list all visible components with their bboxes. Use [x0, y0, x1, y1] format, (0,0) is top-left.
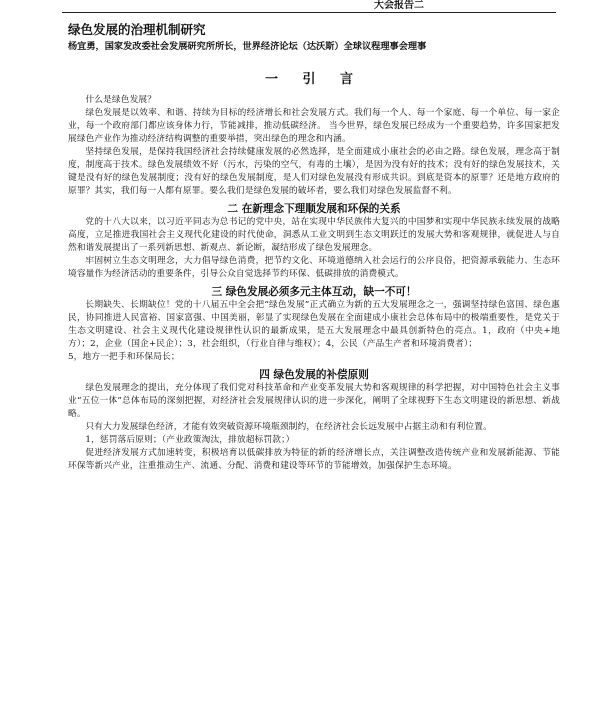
paragraph: 长期缺失、长期缺位！党的十八届五中全会把“绿色发展”正式确立为新的五大发展理念之一，强调坚持绿色富国、绿色惠民，协同推进人民富裕、国家富强、中国美丽，彰显了实现绿色发展在全面建成小康社会总体布局中的极端重要性，是党关于生态文明建设、社会主义现代化建设规律性认识的最新成果，是五大发展理念中最具创新特色的亮点。1，政府（中央+地方）；2，企业（国企+民企）；3，社会组织，（行业自律与维权）；4，公民（产品生产者和环境消费者）； — [68, 300, 560, 349]
article-author: 杨宜勇，国家发改委社会发展研究所所长，世界经济论坛（达沃斯）全球议程理事会理事 — [68, 41, 427, 52]
paragraph: 绿色发展是以效率、和谐、持续为目标的经济增长和社会发展方式。我们每一个人、每一个家庭、每一个单位、每一家企业，每一个政府部门都应该身体力行，节能减排，推动低碳经济。 当今世界，绿色发展已经成为一个重要趋势，许多国家把发展绿色产业作为推动经济结构调整的重要举措，突出绿色的理念和内涵。 — [68, 108, 560, 144]
section-heading-2: 二 在新理念下理顺发展和环保的关系 — [227, 203, 401, 215]
header-rule — [62, 12, 556, 13]
paragraph: 什么是绿色发展？ — [85, 95, 157, 105]
paragraph: 党的十八大以来，以习近平同志为总书记的党中央，站在实现中华民族伟大复兴的中国梦和实现中华民族永续发展的战略高度，立足推进我国社会主义现代化建设的时代使命，洞悉从工业文明到生态文明跃迁的发展大势和客观规律，就促进人与自然和谐发展提出了一系列新思想、新观点、新论断，凝结形成了绿色发展理念。 — [68, 217, 560, 253]
paragraph: 5，地方一把手和环保局长； — [68, 352, 180, 362]
paragraph: 只有大力发展绿色经济，才能有效突破资源环境瓶颈制约，在经济社会长远发展中占据主动和有利位置。 — [85, 422, 492, 432]
paragraph: 绿色发展理念的提出，充分体现了我们党对科技革命和产业变革发展大势和客观规律的科学把握，对中国特色社会主义事业“五位一体”总体布局的深刻把握，对经济社会发展规律认识的进一步深化，阐明了全球视野下生态文明建设的新思想、新战略。 — [68, 383, 560, 419]
paragraph: 牢固树立生态文明理念，大力倡导绿色消费，把节约文化、环境道德纳入社会运行的公序良俗，把资源承载能力、生态环境容量作为经济活动的重要条件，引导公众自觉选择节约环保、低碳排放的消费模式。 — [68, 256, 560, 279]
article-title: 绿色发展的治理机制研究 — [68, 22, 206, 37]
section-heading-4: 四 绿色发展的补偿原则 — [259, 369, 369, 381]
section-heading-3: 三 绿色发展必须多元主体互动，缺一不可！ — [211, 286, 417, 298]
paragraph: 1，惩罚落后原则；（产业政策淘汰，排放超标罚款；） — [85, 435, 295, 445]
section-heading-intro: 一 引 言 — [264, 72, 364, 87]
paragraph: 促进经济发展方式加速转变，积极培育以低碳排放为特征的新的经济增长点，关注调整改造传统产业和发展新能源、节能环保等新兴产业，注重推动生产、流通、分配、消费和建设等环节的节能增效，加强保护生态环境。 — [68, 448, 560, 471]
paragraph: 坚持绿色发展，是保持我国经济社会持续健康发展的必然选择，是全面建成小康社会的必由之路。绿色发展，理念高于制度，制度高于技术。绿色发展绩效不好（污水，污染的空气，有毒的土壤），是因为没有好的技术；没有好的绿色发展技术，关键是没有好的绿色发展制度；没有好的绿色发展制度，是人们对绿色发展没有形成共识。到底是资本的原罪？还是地方政府的原罪？其实，我们每一人都有原罪。要么我们是绿色发展的破坏者，要么我们对绿色发展监督不利。 — [68, 147, 560, 196]
running-header — [0, 0, 600, 14]
article — [68, 22, 560, 473]
running-title: 大会报告二 — [374, 0, 424, 11]
